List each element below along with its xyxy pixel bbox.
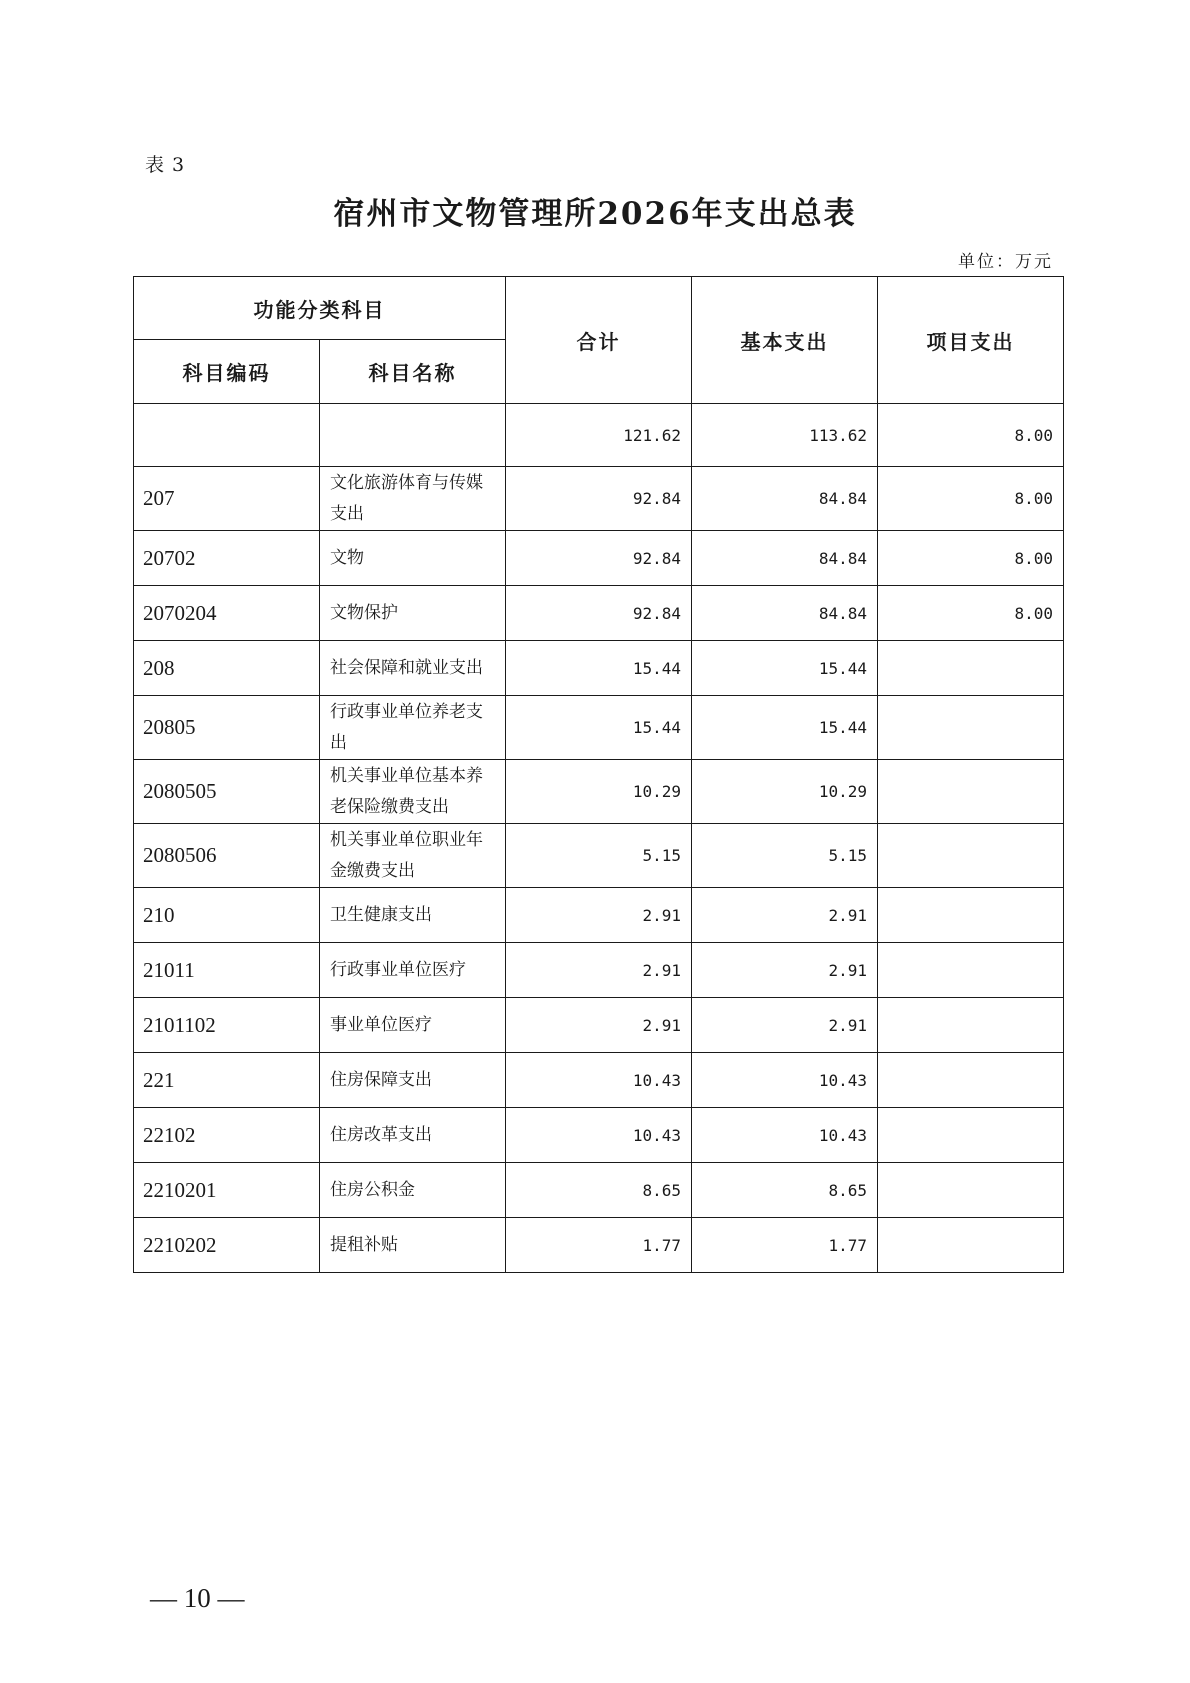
project-expense-cell: 8.00 <box>878 404 1064 467</box>
table-row <box>134 1163 1064 1218</box>
project-expense-cell <box>878 760 1064 824</box>
total-cell: 2.91 <box>506 943 692 998</box>
total-cell: 10.43 <box>506 1053 692 1108</box>
basic-expense-cell: 84.84 <box>692 586 878 641</box>
subject-name-cell: 社会保障和就业支出 <box>320 641 506 696</box>
basic-expense-cell: 5.15 <box>692 824 878 888</box>
subject-name-cell: 文物 <box>320 531 506 586</box>
table-row <box>134 586 1064 641</box>
total-cell: 92.84 <box>506 467 692 531</box>
total-cell: 121.62 <box>506 404 692 467</box>
table-header <box>134 277 1064 404</box>
total-cell: 15.44 <box>506 696 692 760</box>
table-label: 表 3 <box>145 154 186 176</box>
basic-expense-cell: 2.91 <box>692 943 878 998</box>
total-cell: 2.91 <box>506 888 692 943</box>
subject-name-cell: 事业单位医疗 <box>320 998 506 1053</box>
table-row <box>134 467 1064 531</box>
subject-name-cell: 住房保障支出 <box>320 1053 506 1108</box>
subject-code-cell: 2210202 <box>134 1218 320 1273</box>
table-row <box>134 760 1064 824</box>
project-expense-cell <box>878 1218 1064 1273</box>
total-cell: 10.29 <box>506 760 692 824</box>
total-cell: 92.84 <box>506 531 692 586</box>
project-expense-cell: 8.00 <box>878 467 1064 531</box>
subject-code-cell: 20805 <box>134 696 320 760</box>
header-subject-name: 科目名称 <box>320 340 506 404</box>
subject-name-cell <box>320 404 506 467</box>
page-number: — 10 — <box>150 1583 245 1613</box>
subject-name-cell: 提租补贴 <box>320 1218 506 1273</box>
project-expense-cell <box>878 888 1064 943</box>
subject-code-cell: 20702 <box>134 531 320 586</box>
basic-expense-cell: 113.62 <box>692 404 878 467</box>
project-expense-cell: 8.00 <box>878 586 1064 641</box>
subject-name-cell: 住房改革支出 <box>320 1108 506 1163</box>
basic-expense-cell: 10.43 <box>692 1108 878 1163</box>
project-expense-cell <box>878 824 1064 888</box>
subject-code-cell: 2080505 <box>134 760 320 824</box>
subject-name-cell: 文化旅游体育与传媒支出 <box>320 467 506 531</box>
subject-code-cell: 22102 <box>134 1108 320 1163</box>
subject-name-cell: 卫生健康支出 <box>320 888 506 943</box>
total-cell: 10.43 <box>506 1108 692 1163</box>
project-expense-cell <box>878 1163 1064 1218</box>
total-cell: 2.91 <box>506 998 692 1053</box>
project-expense-cell <box>878 1053 1064 1108</box>
header-function-category: 功能分类科目 <box>134 277 506 340</box>
subject-code-cell: 2080506 <box>134 824 320 888</box>
header-basic-expense: 基本支出 <box>692 277 878 404</box>
subject-code-cell: 2070204 <box>134 586 320 641</box>
unit-label: 单位：万元 <box>958 252 1053 272</box>
table-row <box>134 943 1064 998</box>
header-total: 合计 <box>506 277 692 404</box>
table-row <box>134 824 1064 888</box>
subject-code-cell: 21011 <box>134 943 320 998</box>
subject-name-cell: 文物保护 <box>320 586 506 641</box>
subject-name-cell: 机关事业单位职业年金缴费支出 <box>320 824 506 888</box>
subject-code-cell: 208 <box>134 641 320 696</box>
basic-expense-cell: 2.91 <box>692 888 878 943</box>
total-cell: 8.65 <box>506 1163 692 1218</box>
project-expense-cell <box>878 998 1064 1053</box>
table-row <box>134 641 1064 696</box>
basic-expense-cell: 84.84 <box>692 531 878 586</box>
subject-name-cell: 机关事业单位基本养老保险缴费支出 <box>320 760 506 824</box>
subject-name-cell: 住房公积金 <box>320 1163 506 1218</box>
total-cell: 15.44 <box>506 641 692 696</box>
table-body <box>134 404 1064 1273</box>
basic-expense-cell: 10.29 <box>692 760 878 824</box>
subject-code-cell: 2210201 <box>134 1163 320 1218</box>
basic-expense-cell: 8.65 <box>692 1163 878 1218</box>
table-row <box>134 1108 1064 1163</box>
table-row <box>134 404 1064 467</box>
subject-code-cell: 207 <box>134 467 320 531</box>
header-subject-code: 科目编码 <box>134 340 320 404</box>
basic-expense-cell: 15.44 <box>692 641 878 696</box>
project-expense-cell <box>878 696 1064 760</box>
subject-code-cell <box>134 404 320 467</box>
project-expense-cell <box>878 943 1064 998</box>
project-expense-cell <box>878 1108 1064 1163</box>
total-cell: 5.15 <box>506 824 692 888</box>
table-row <box>134 1053 1064 1108</box>
subject-code-cell: 221 <box>134 1053 320 1108</box>
expense-table <box>133 276 1064 1273</box>
header-project-expense: 项目支出 <box>878 277 1064 404</box>
basic-expense-cell: 2.91 <box>692 998 878 1053</box>
basic-expense-cell: 84.84 <box>692 467 878 531</box>
subject-code-cell: 210 <box>134 888 320 943</box>
table-row <box>134 888 1064 943</box>
document-title: 宿州市文物管理所2026年支出总表 <box>333 196 857 232</box>
table-row <box>134 531 1064 586</box>
total-cell: 92.84 <box>506 586 692 641</box>
subject-name-cell: 行政事业单位养老支出 <box>320 696 506 760</box>
basic-expense-cell: 10.43 <box>692 1053 878 1108</box>
subject-name-cell: 行政事业单位医疗 <box>320 943 506 998</box>
project-expense-cell <box>878 641 1064 696</box>
table-row <box>134 696 1064 760</box>
basic-expense-cell: 1.77 <box>692 1218 878 1273</box>
table-row <box>134 998 1064 1053</box>
basic-expense-cell: 15.44 <box>692 696 878 760</box>
total-cell: 1.77 <box>506 1218 692 1273</box>
subject-code-cell: 2101102 <box>134 998 320 1053</box>
table-row <box>134 1218 1064 1273</box>
project-expense-cell: 8.00 <box>878 531 1064 586</box>
